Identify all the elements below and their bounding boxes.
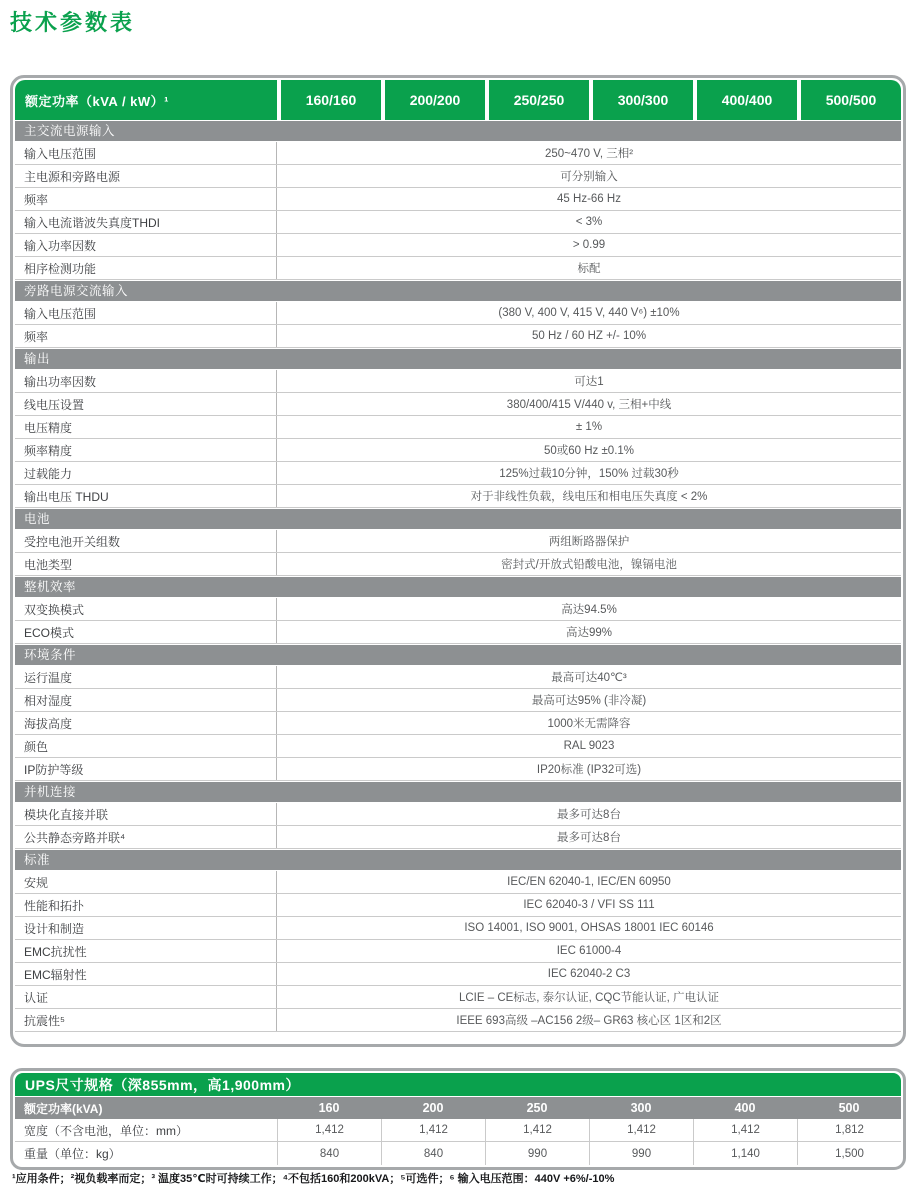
spec-value: 可达1 (574, 376, 604, 388)
width-value: 1,812 (797, 1119, 901, 1141)
spec-value: 密封式/开放式铅酸电池，镍镉电池 (501, 559, 677, 571)
width-value: 1,412 (589, 1119, 693, 1141)
width-value: 1,412 (277, 1119, 381, 1141)
spec-value: 高达99% (565, 627, 613, 639)
spec-value: ISO 14001, ISO 9001, OHSAS 18001 IEC 60146 (464, 922, 714, 934)
spec-value: 可分别输入 (560, 171, 618, 183)
spec-value: 1000米无需降容 (547, 718, 631, 730)
spec-value: 380/400/415 V/440 v, 三相+中线 (506, 399, 672, 411)
spec-value: ± 1% (575, 421, 603, 433)
table-row (15, 165, 901, 188)
dim-column-200: 200 (422, 1101, 444, 1115)
table-row (15, 621, 901, 644)
spec-label: 设计和制造 (15, 917, 277, 939)
spec-label: 双变换模式 (15, 598, 277, 620)
table-row (15, 826, 901, 849)
spec-value: > 0.99 (572, 239, 606, 251)
table-row (15, 439, 901, 462)
table-row (15, 1009, 901, 1032)
weight-value: 990 (589, 1142, 693, 1165)
spec-value: 最高可达95% (非冷凝) (531, 695, 647, 707)
spec-value: 高达94.5% (561, 604, 617, 616)
column-header-250: 250/250 (489, 80, 589, 120)
dim-column-250: 250 (526, 1101, 548, 1115)
spec-label: 相对湿度 (15, 689, 277, 711)
table-row (15, 302, 901, 325)
table-row (15, 986, 901, 1009)
spec-label: 颜色 (15, 735, 277, 757)
spec-label: 频率 (15, 188, 277, 210)
spec-value: IP20标准 (IP32可选) (536, 764, 642, 776)
table-row (15, 188, 901, 211)
spec-label: 主电源和旁路电源 (15, 165, 277, 187)
spec-value: 标配 (577, 263, 601, 275)
width-value: 1,412 (381, 1119, 485, 1141)
dim-column-500: 500 (838, 1101, 860, 1115)
spec-value: 最多可达8台 (557, 809, 621, 821)
table-row (15, 894, 901, 917)
section-header-standards: 标准 (15, 850, 901, 870)
width-label: 宽度（不含电池，单位：mm） (24, 1123, 188, 1138)
table-row (15, 370, 901, 393)
table-row (15, 257, 901, 280)
width-row (15, 1119, 901, 1142)
table-row (15, 325, 901, 348)
spec-table (10, 75, 906, 1047)
width-value: 1,412 (485, 1119, 589, 1141)
table-row (15, 211, 901, 234)
spec-value: < 3% (575, 216, 603, 228)
rated-power-header: 额定功率（kVA / kW）¹ (15, 80, 277, 120)
spec-label: 频率 (15, 325, 277, 347)
spec-value: 125%过载10分钟，150% 过载30秒 (499, 468, 679, 480)
spec-value: 最多可达8台 (557, 832, 621, 844)
table-row (15, 940, 901, 963)
section-header-efficiency: 整机效率 (15, 577, 901, 597)
section-header-environment: 环境条件 (15, 645, 901, 665)
spec-label: 输出功率因数 (15, 370, 277, 392)
table-row (15, 530, 901, 553)
dim-column-160: 160 (318, 1101, 340, 1115)
spec-label: 输入电压范围 (15, 142, 277, 164)
table-row (15, 393, 901, 416)
table-row (15, 917, 901, 940)
column-header-200: 200/200 (385, 80, 485, 120)
table-row (15, 963, 901, 986)
spec-label: 性能和拓扑 (15, 894, 277, 916)
page-title: 技术参数表 (10, 10, 136, 35)
spec-label: 线电压设置 (15, 393, 277, 415)
spec-label: EMC辐射性 (15, 963, 277, 985)
spec-value: 50 Hz / 60 HZ +/- 10% (531, 330, 647, 342)
spec-label: 电压精度 (15, 416, 277, 438)
spec-value: 两组断路器保护 (548, 536, 630, 548)
spec-value: IEEE 693高级 –AC156 2级– GR63 核心区 1区和2区 (456, 1015, 722, 1027)
section-header-mains-input: 主交流电源输入 (15, 121, 901, 141)
spec-label: 抗震性⁵ (15, 1009, 277, 1031)
weight-value: 1,140 (693, 1142, 797, 1165)
table-row (15, 234, 901, 257)
spec-value: 50或60 Hz ±0.1% (543, 445, 635, 457)
dimension-table-title: UPS尺寸规格（深855mm，高1,900mm） (15, 1073, 901, 1096)
table-row (15, 871, 901, 894)
spec-label: 输入电压范围 (15, 302, 277, 324)
spec-value: IEC 61000-4 (556, 945, 622, 957)
section-header-parallel: 并机连接 (15, 782, 901, 802)
spec-value: IEC/EN 62040-1, IEC/EN 60950 (507, 876, 671, 888)
spec-label: 相序检测功能 (15, 257, 277, 279)
table-row (15, 142, 901, 165)
column-header-500: 500/500 (801, 80, 901, 120)
table-row (15, 598, 901, 621)
spec-label: 认证 (15, 986, 277, 1008)
dim-column-300: 300 (630, 1101, 652, 1115)
dim-column-400: 400 (734, 1101, 756, 1115)
spec-value: IEC 62040-2 C3 (547, 968, 631, 980)
weight-row (15, 1142, 901, 1165)
table-row (15, 666, 901, 689)
spec-label: 输入电流谐波失真度THDI (15, 211, 277, 233)
footnote: ¹应用条件；²视负载率而定；³ 温度35℃时可持续工作；⁴不包括160和200kVA；⁵可选件；⁶ 输入电压范围：440V +6%/-10% (12, 1173, 615, 1185)
spec-label: 安规 (15, 871, 277, 893)
spec-value: 最高可达40℃³ (551, 672, 627, 684)
spec-label: 海拔高度 (15, 712, 277, 734)
weight-value: 1,500 (797, 1142, 901, 1165)
weight-value: 990 (485, 1142, 589, 1165)
spec-value: 250~470 V, 三相² (544, 148, 634, 160)
table-row (15, 689, 901, 712)
dimension-table-header (15, 1097, 901, 1119)
spec-label: 电池类型 (15, 553, 277, 575)
spec-value: (380 V, 400 V, 415 V, 440 V⁶) ±10% (498, 307, 680, 319)
table-row (15, 416, 901, 439)
spec-value: RAL 9023 (563, 740, 615, 752)
column-header-300: 300/300 (593, 80, 693, 120)
spec-label: 运行温度 (15, 666, 277, 688)
column-header-160: 160/160 (281, 80, 381, 120)
spec-label: 频率精度 (15, 439, 277, 461)
spec-value: IEC 62040-3 / VFI SS 111 (523, 899, 655, 911)
spec-label: IP防护等级 (15, 758, 277, 780)
weight-value: 840 (381, 1142, 485, 1165)
column-header-400: 400/400 (697, 80, 797, 120)
table-row (15, 485, 901, 508)
table-row (15, 735, 901, 758)
spec-label: 受控电池开关组数 (15, 530, 277, 552)
spec-label: 模块化直接并联 (15, 803, 277, 825)
rated-power-kva-header: 额定功率(kVA) (24, 1101, 103, 1116)
spec-label: ECO模式 (15, 621, 277, 643)
spec-value: 45 Hz-66 Hz (557, 193, 621, 205)
dimension-table (10, 1068, 906, 1170)
spec-label: 输入功率因数 (15, 234, 277, 256)
spec-label: 输出电压 THDU (15, 485, 277, 507)
table-row (15, 803, 901, 826)
table-row (15, 712, 901, 735)
section-header-battery: 电池 (15, 509, 901, 529)
table-row (15, 462, 901, 485)
table-row (15, 758, 901, 781)
section-header-bypass-input: 旁路电源交流输入 (15, 281, 901, 301)
weight-label: 重量（单位：kg） (24, 1147, 121, 1161)
spec-value: LCIE – CE标志, 泰尔认证, CQC节能认证, 广电认证 (458, 992, 720, 1004)
weight-value: 840 (277, 1142, 381, 1165)
section-header-output: 输出 (15, 349, 901, 369)
table-row (15, 553, 901, 576)
width-value: 1,412 (693, 1119, 797, 1141)
spec-label: 公共静态旁路并联⁴ (15, 826, 277, 848)
spec-value: 对于非线性负载，线电压和相电压失真度 < 2% (470, 491, 708, 503)
spec-label: 过载能力 (15, 462, 277, 484)
spec-label: EMC抗扰性 (15, 940, 277, 962)
spec-table-header (15, 80, 901, 120)
